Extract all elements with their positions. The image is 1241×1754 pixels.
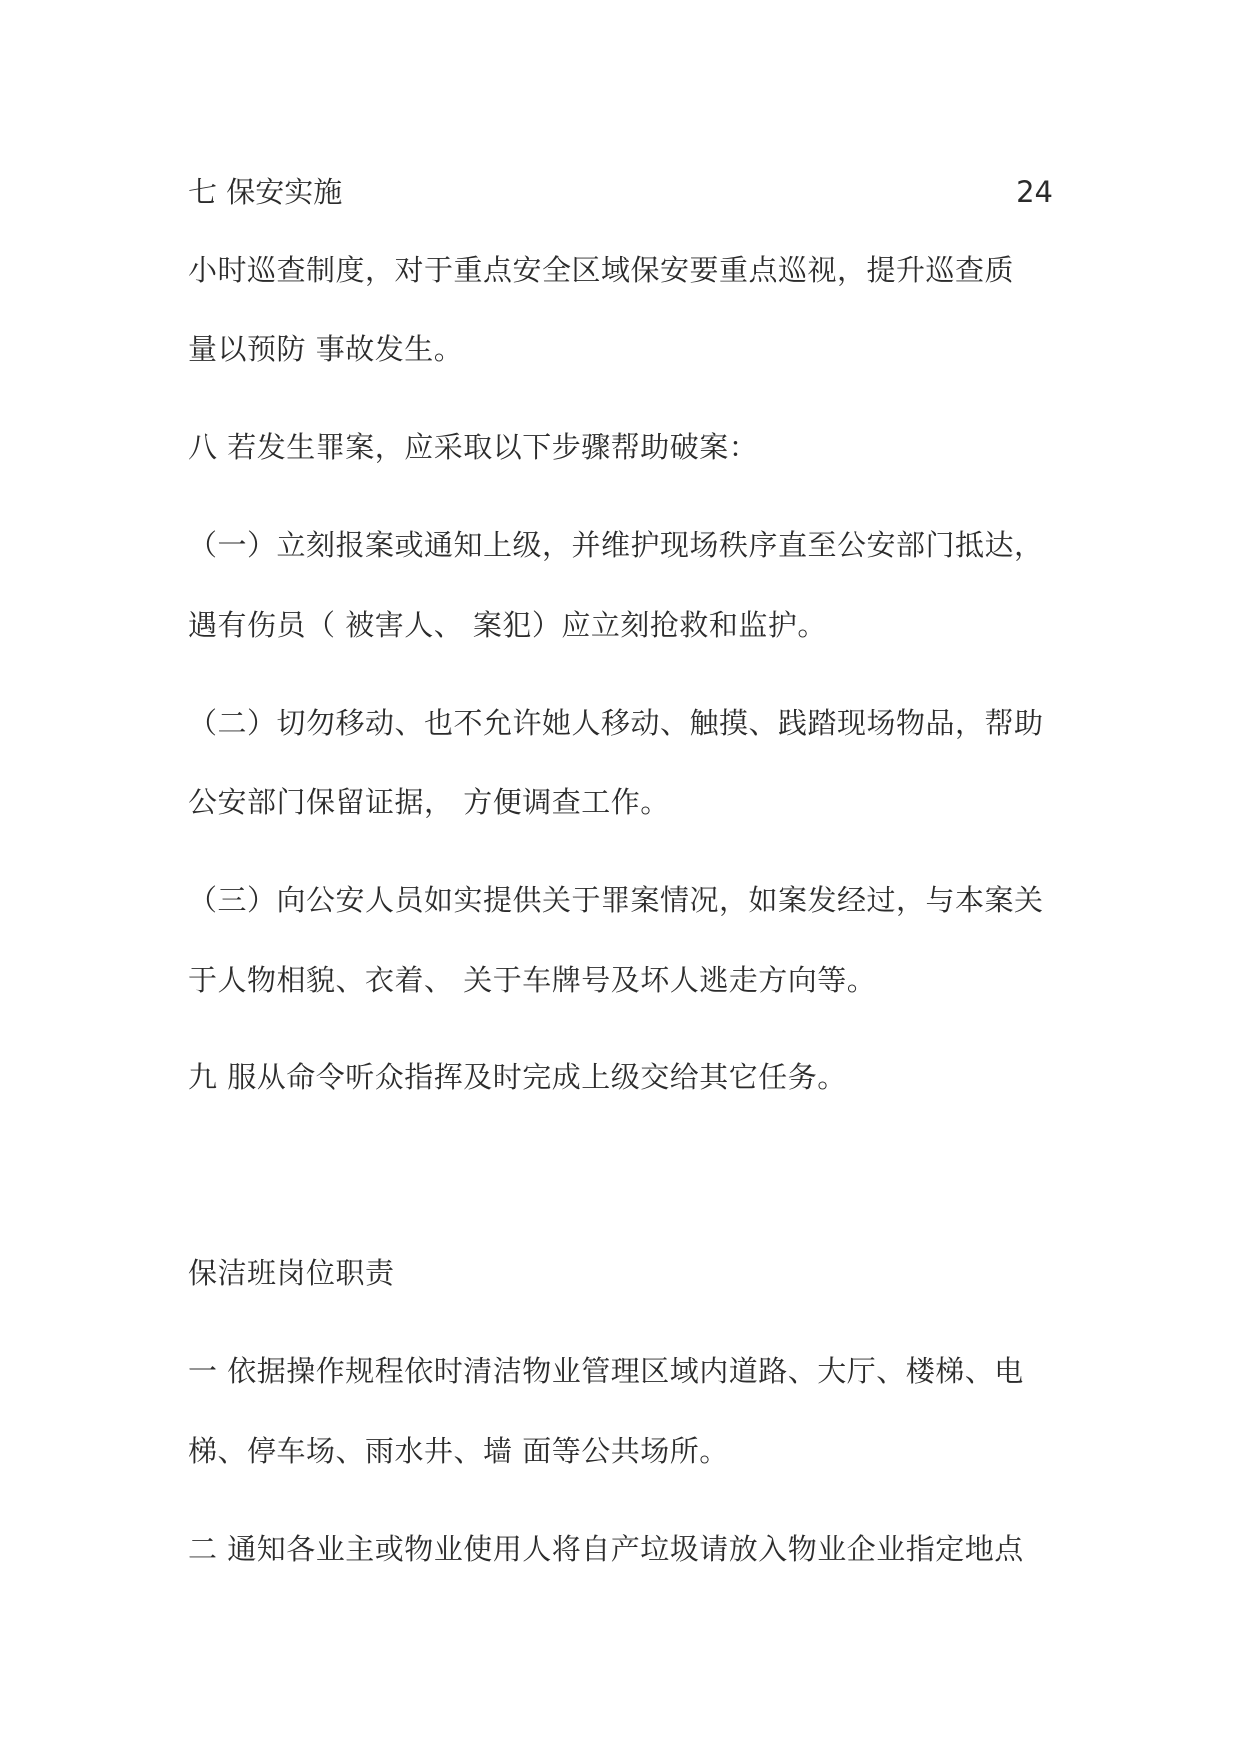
paragraph-line: 梯、停车场、雨水井、墙 面等公共场所。 [188,1434,729,1468]
paragraph-line: 二 通知各业主或物业使用人将自产垃圾请放入物业企业指定地点 [188,1532,1024,1566]
section-heading: 七 保安实施 [188,175,343,209]
paragraph-line: （三）向公安人员如实提供关于罪案情况，如案发经过，与本案关 [188,883,1044,917]
paragraph-line: 一 依据操作规程依时清洁物业管理区域内道路、大厅、楼梯、电 [188,1354,1024,1388]
paragraph-line: 于人物相貌、衣着、 关于车牌号及坏人逃走方向等。 [188,963,877,997]
paragraph-line: （二）切勿移动、也不允许她人移动、触摸、践踏现场物品，帮助 [188,706,1044,740]
section-title: 保洁班岗位职责 [188,1256,395,1290]
paragraph-line: 八 若发生罪案，应采取以下步骤帮助破案： [188,430,759,464]
paragraph-line: 九 服从命令听众指挥及时完成上级交给其它任务。 [188,1060,847,1094]
paragraph-line: 公安部门保留证据， 方便调查工作。 [188,785,670,819]
page-number: 24 [1016,175,1053,209]
paragraph-line: 遇有伤员（ 被害人、 案犯）应立刻抢救和监护。 [188,608,827,642]
paragraph-line: 小时巡查制度，对于重点安全区域保安要重点巡视，提升巡查质 [188,253,1015,287]
paragraph-line: （一）立刻报案或通知上级，并维护现场秩序直至公安部门抵达， [188,528,1044,562]
paragraph-line: 量以预防 事故发生。 [188,332,464,366]
